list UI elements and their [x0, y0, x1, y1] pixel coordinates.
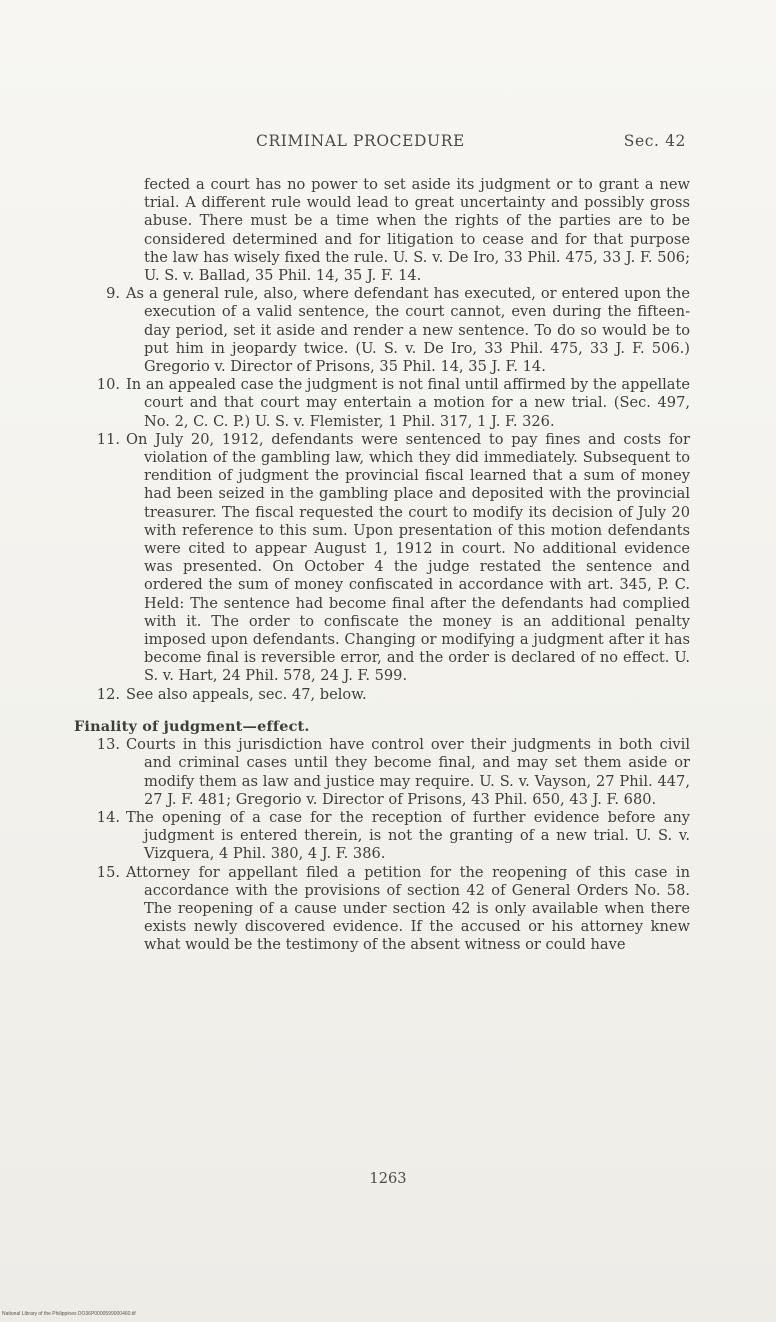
item-text: Courts in this jurisdiction have control over their judgments in both civil and criminal cases until they become final, and may set them aside or modify them as law and justice may require. U. S. v. Vayson, 27 Phil. 447, 27 J. F. 481; Gregorio v. Director of Prisons, 43 Phil. 650, 43 J. F. 680.	[126, 736, 690, 808]
item-text: On July 20, 1912, defendants were sentenced to pay fines and costs for violation of the gambling law, which they did immediately. Subsequent to rendition of judgment the provincial fiscal learned that a sum of money had been seized in the gambling place and deposited with the provincial treasurer. The fiscal requested the court to modify its decision of July 20 with reference to this sum. Upon presentation of this motion defendants were cited to appear August 1, 1912 in court. No additional evidence was presented. On October 4 the judge restated the sentence and ordered the sum of money confiscated in accordance with art. 345, P. C. Held: The sentence had become final after the defendants had complied with it. The order to confiscate the money is an additional penalty imposed upon defendants. Changing or modifying a judgment after it has become final is reversible error, and the order is declared of no effect. U. S. v. Hart, 24 Phil. 578, 24 J. F. 599.	[126, 430, 690, 685]
item-number: 12.	[96, 685, 120, 703]
item-number: 15.	[96, 863, 120, 881]
annotation-item-10	[74, 376, 690, 431]
page-number: 1263	[369, 1170, 407, 1187]
item-number: 11.	[96, 430, 120, 448]
annotation-item-12	[74, 686, 690, 704]
item-number: 14.	[96, 808, 120, 826]
item-text: In an appealed case the judgment is not final until affirmed by the appellate court and that court may entertain a motion for a new trial. (Sec. 497, No. 2, C. C. P.) U. S. v. Flemister, 1 Phil. 317, 1 J. F. 326.	[126, 376, 690, 430]
item-text: The opening of a case for the reception of further evidence before any judgment is entered therein, is not the granting of a new trial. U. S. v. Vizquera, 4 Phil. 380, 4 J. F. 386.	[126, 808, 690, 863]
annotation-item-15	[74, 864, 690, 955]
scan-footer: National Library of the Philippines DO36P0000599000460.tif	[2, 1311, 136, 1317]
header-section-number: Sec. 42	[623, 132, 686, 150]
section-heading: Finality of judgment—effect.	[74, 717, 310, 735]
item-text: Attorney for appellant filed a petition for the reopening of this case in accordance with the provisions of section 42 of General Orders No. 58. The reopening of a cause under section 42 is only available when there exists newly discovered evidence. If the accused or his attorney knew what would be the testimony of the absent witness or could have	[126, 863, 690, 954]
annotation-item-9	[74, 285, 690, 376]
item-number: 10.	[96, 376, 120, 394]
header-title: CRIMINAL PROCEDURE	[256, 132, 465, 150]
body-text	[74, 176, 690, 955]
annotation-item-13	[74, 736, 690, 809]
running-header	[256, 132, 686, 154]
annotation-item-14	[74, 809, 690, 864]
item-text: As a general rule, also, where defendant has executed, or entered upon the execution of a valid sentence, the court cannot, even during the fifteen-day period, set it aside and render a new sentence. To do so would be to put him in jeopardy twice. (U. S. v. De Iro, 33 Phil. 475, 33 J. F. 506.) Gregorio v. Director of Prisons, 35 Phil. 14, 35 J. F. 14.	[126, 285, 690, 376]
continued-paragraph: fected a court has no power to set aside its judgment or to grant a new trial. A different rule would lead to great uncertainty and possibly gross abuse. There must be a time when the rights of the parties are to be considered determined and for litigation to cease and for that purpose the law has wisely fixed the rule. U. S. v. De Iro, 33 Phil. 475, 33 J. F. 506; U. S. v. Ballad, 35 Phil. 14, 35 J. F. 14.	[144, 176, 690, 285]
item-text: See also appeals, sec. 47, below.	[126, 685, 367, 703]
annotation-item-11	[74, 431, 690, 686]
item-number: 13.	[96, 736, 120, 754]
item-number: 9.	[106, 285, 120, 303]
